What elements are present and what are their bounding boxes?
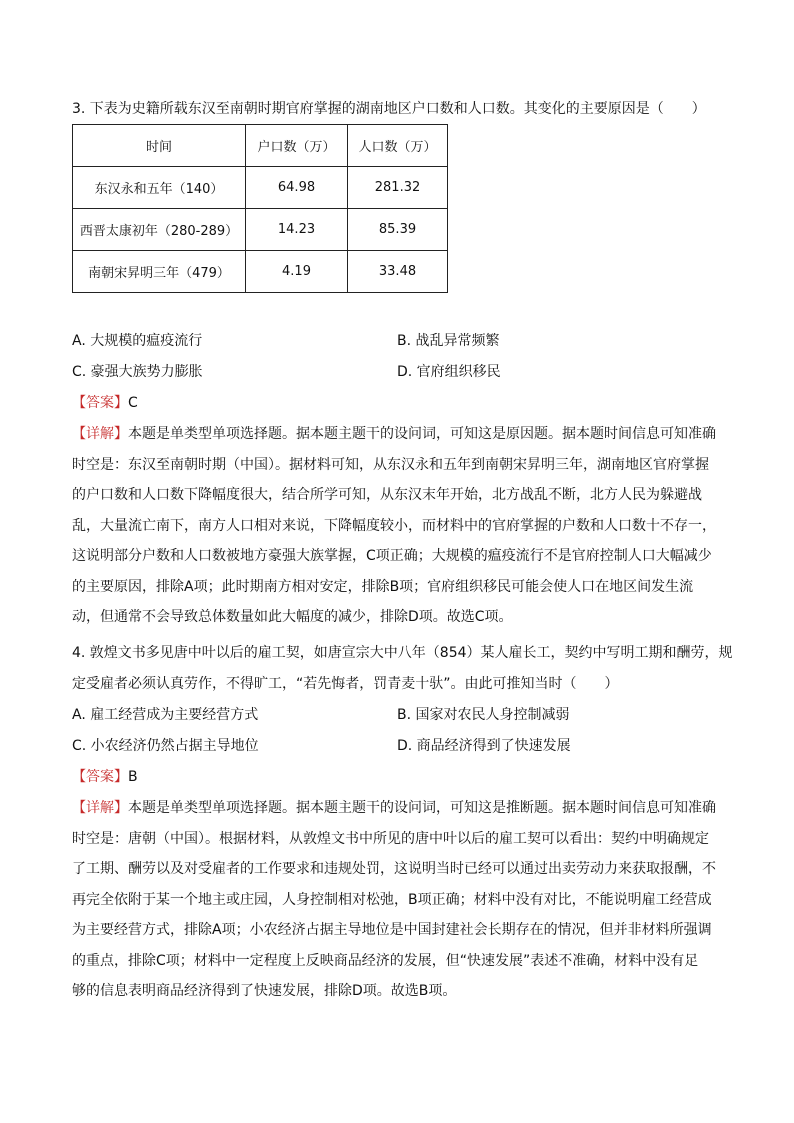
q4-option-d[interactable]: D. 商品经济得到了快速发展 <box>397 738 571 754</box>
answer-value: B <box>128 769 138 785</box>
q4-stem-line: 4. 敦煌文书多见唐中叶以后的雇工契，如唐宣宗大中八年（854）某人雇长工，契约中写明工期和酬劳，规 <box>72 645 733 661</box>
detail-line: 的户口数和人口数下降幅度很大，结合所学可知，从东汉末年开始，北方战乱不断，北方人民为躲避战 <box>72 487 702 503</box>
q3-stem: 3. 下表为史籍所载东汉至南朝时期官府掌握的湖南地区户口数和人口数。其变化的主要原因是（ ） <box>72 101 706 117</box>
q3-data-table <box>72 124 448 293</box>
q3-answer <box>72 393 138 413</box>
q3-option-a[interactable]: A. 大规模的瘟疫流行 <box>72 333 203 349</box>
table-cell: 东汉永和五年（140） <box>73 167 246 209</box>
answer-label: 【答案】 <box>72 395 128 411</box>
detail-line: 本题是单类型单项选择题。据本题主题干的设问词，可知这是原因题。据本题时间信息可知准确 <box>128 426 716 442</box>
table-header-cell: 人口数（万） <box>348 125 448 167</box>
table-cell: 85.39 <box>348 209 448 251</box>
detail-line: 本题是单类型单项选择题。据本题主题干的设问词，可知这是推断题。据本题时间信息可知准确 <box>128 800 716 816</box>
q4-stem-line: 定受雇者必须认真劳作，不得旷工，“若先悔者，罚青麦十驮”。由此可推知当时（ ） <box>72 675 619 692</box>
table-cell: 64.98 <box>246 167 348 209</box>
q4-detail <box>72 793 724 1007</box>
detail-label: 【详解】 <box>72 426 128 442</box>
detail-line: 够的信息表明商品经济得到了快速发展，排除D项。故选B项。 <box>72 983 457 999</box>
detail-line: 时空是：唐朝（中国）。根据材料，从敦煌文书中所见的唐中叶以后的雇工契可以看出：契约中明确规定 <box>72 830 709 847</box>
table-row <box>73 167 448 209</box>
q4-option-c[interactable]: C. 小农经济仍然占据主导地位 <box>72 738 259 754</box>
table-header-cell: 时间 <box>73 125 246 167</box>
table-cell: 4.19 <box>246 251 348 293</box>
table-cell: 14.23 <box>246 209 348 251</box>
detail-line: 的主要原因，排除A项；此时期南方相对安定，排除B项；官府组织移民可能会使人口在地区间发生流 <box>72 578 694 595</box>
table-row <box>73 209 448 251</box>
detail-line: 乱，大量流亡南下，南方人口相对来说，下降幅度较小，而材料中的官府掌握的户数和人口数十不存一， <box>72 517 716 534</box>
table-header-cell: 户口数（万） <box>246 125 348 167</box>
q4-option-a[interactable]: A. 雇工经营成为主要经营方式 <box>72 707 259 723</box>
q3-option-b[interactable]: B. 战乱异常频繁 <box>397 333 500 349</box>
table-cell: 33.48 <box>348 251 448 293</box>
answer-label: 【答案】 <box>72 769 128 785</box>
q4-option-b[interactable]: B. 国家对农民人身控制减弱 <box>397 707 570 723</box>
q3-option-d[interactable]: D. 官府组织移民 <box>397 364 501 380</box>
table-cell: 西晋太康初年（280-289） <box>73 209 246 251</box>
detail-line: 的重点，排除C项；材料中一定程度上反映商品经济的发展，但“快速发展”表述不准确，材料中没有足 <box>72 952 699 969</box>
q4-stem <box>72 638 733 699</box>
table-row <box>73 251 448 293</box>
table-cell: 南朝宋昇明三年（479） <box>73 251 246 293</box>
detail-line: 了工期、酬劳以及对受雇者的工作要求和违规处罚，这说明当时已经可以通过出卖劳动力来获取报酬，不 <box>72 861 716 877</box>
answer-value: C <box>128 395 138 411</box>
table-cell: 281.32 <box>348 167 448 209</box>
detail-label: 【详解】 <box>72 800 128 816</box>
table-header-row <box>73 125 448 167</box>
detail-line: 动，但通常不会导致总体数量如此大幅度的减少，排除D项。故选C项。 <box>72 609 513 625</box>
detail-line: 时空是：东汉至南朝时期（中国）。据材料可知，从东汉永和五年到南朝宋昇明三年，湖南地区官府掌握 <box>72 456 709 473</box>
detail-line: 为主要经营方式，排除A项；小农经济占据主导地位是中国封建社会长期存在的情况，但并非材料所强调 <box>72 922 712 938</box>
q4-answer <box>72 767 138 787</box>
q3-option-c[interactable]: C. 豪强大族势力膨胀 <box>72 364 203 380</box>
detail-line: 这说明部分户数和人口数被地方豪强大族掌握，C项正确；大规模的瘟疫流行不是官府控制人口大幅减少 <box>72 548 712 564</box>
q3-detail <box>72 419 724 633</box>
detail-line: 再完全依附于某一个地主或庄园，人身控制相对松弛，B项正确；材料中没有对比，不能说明雇工经营成 <box>72 891 712 908</box>
